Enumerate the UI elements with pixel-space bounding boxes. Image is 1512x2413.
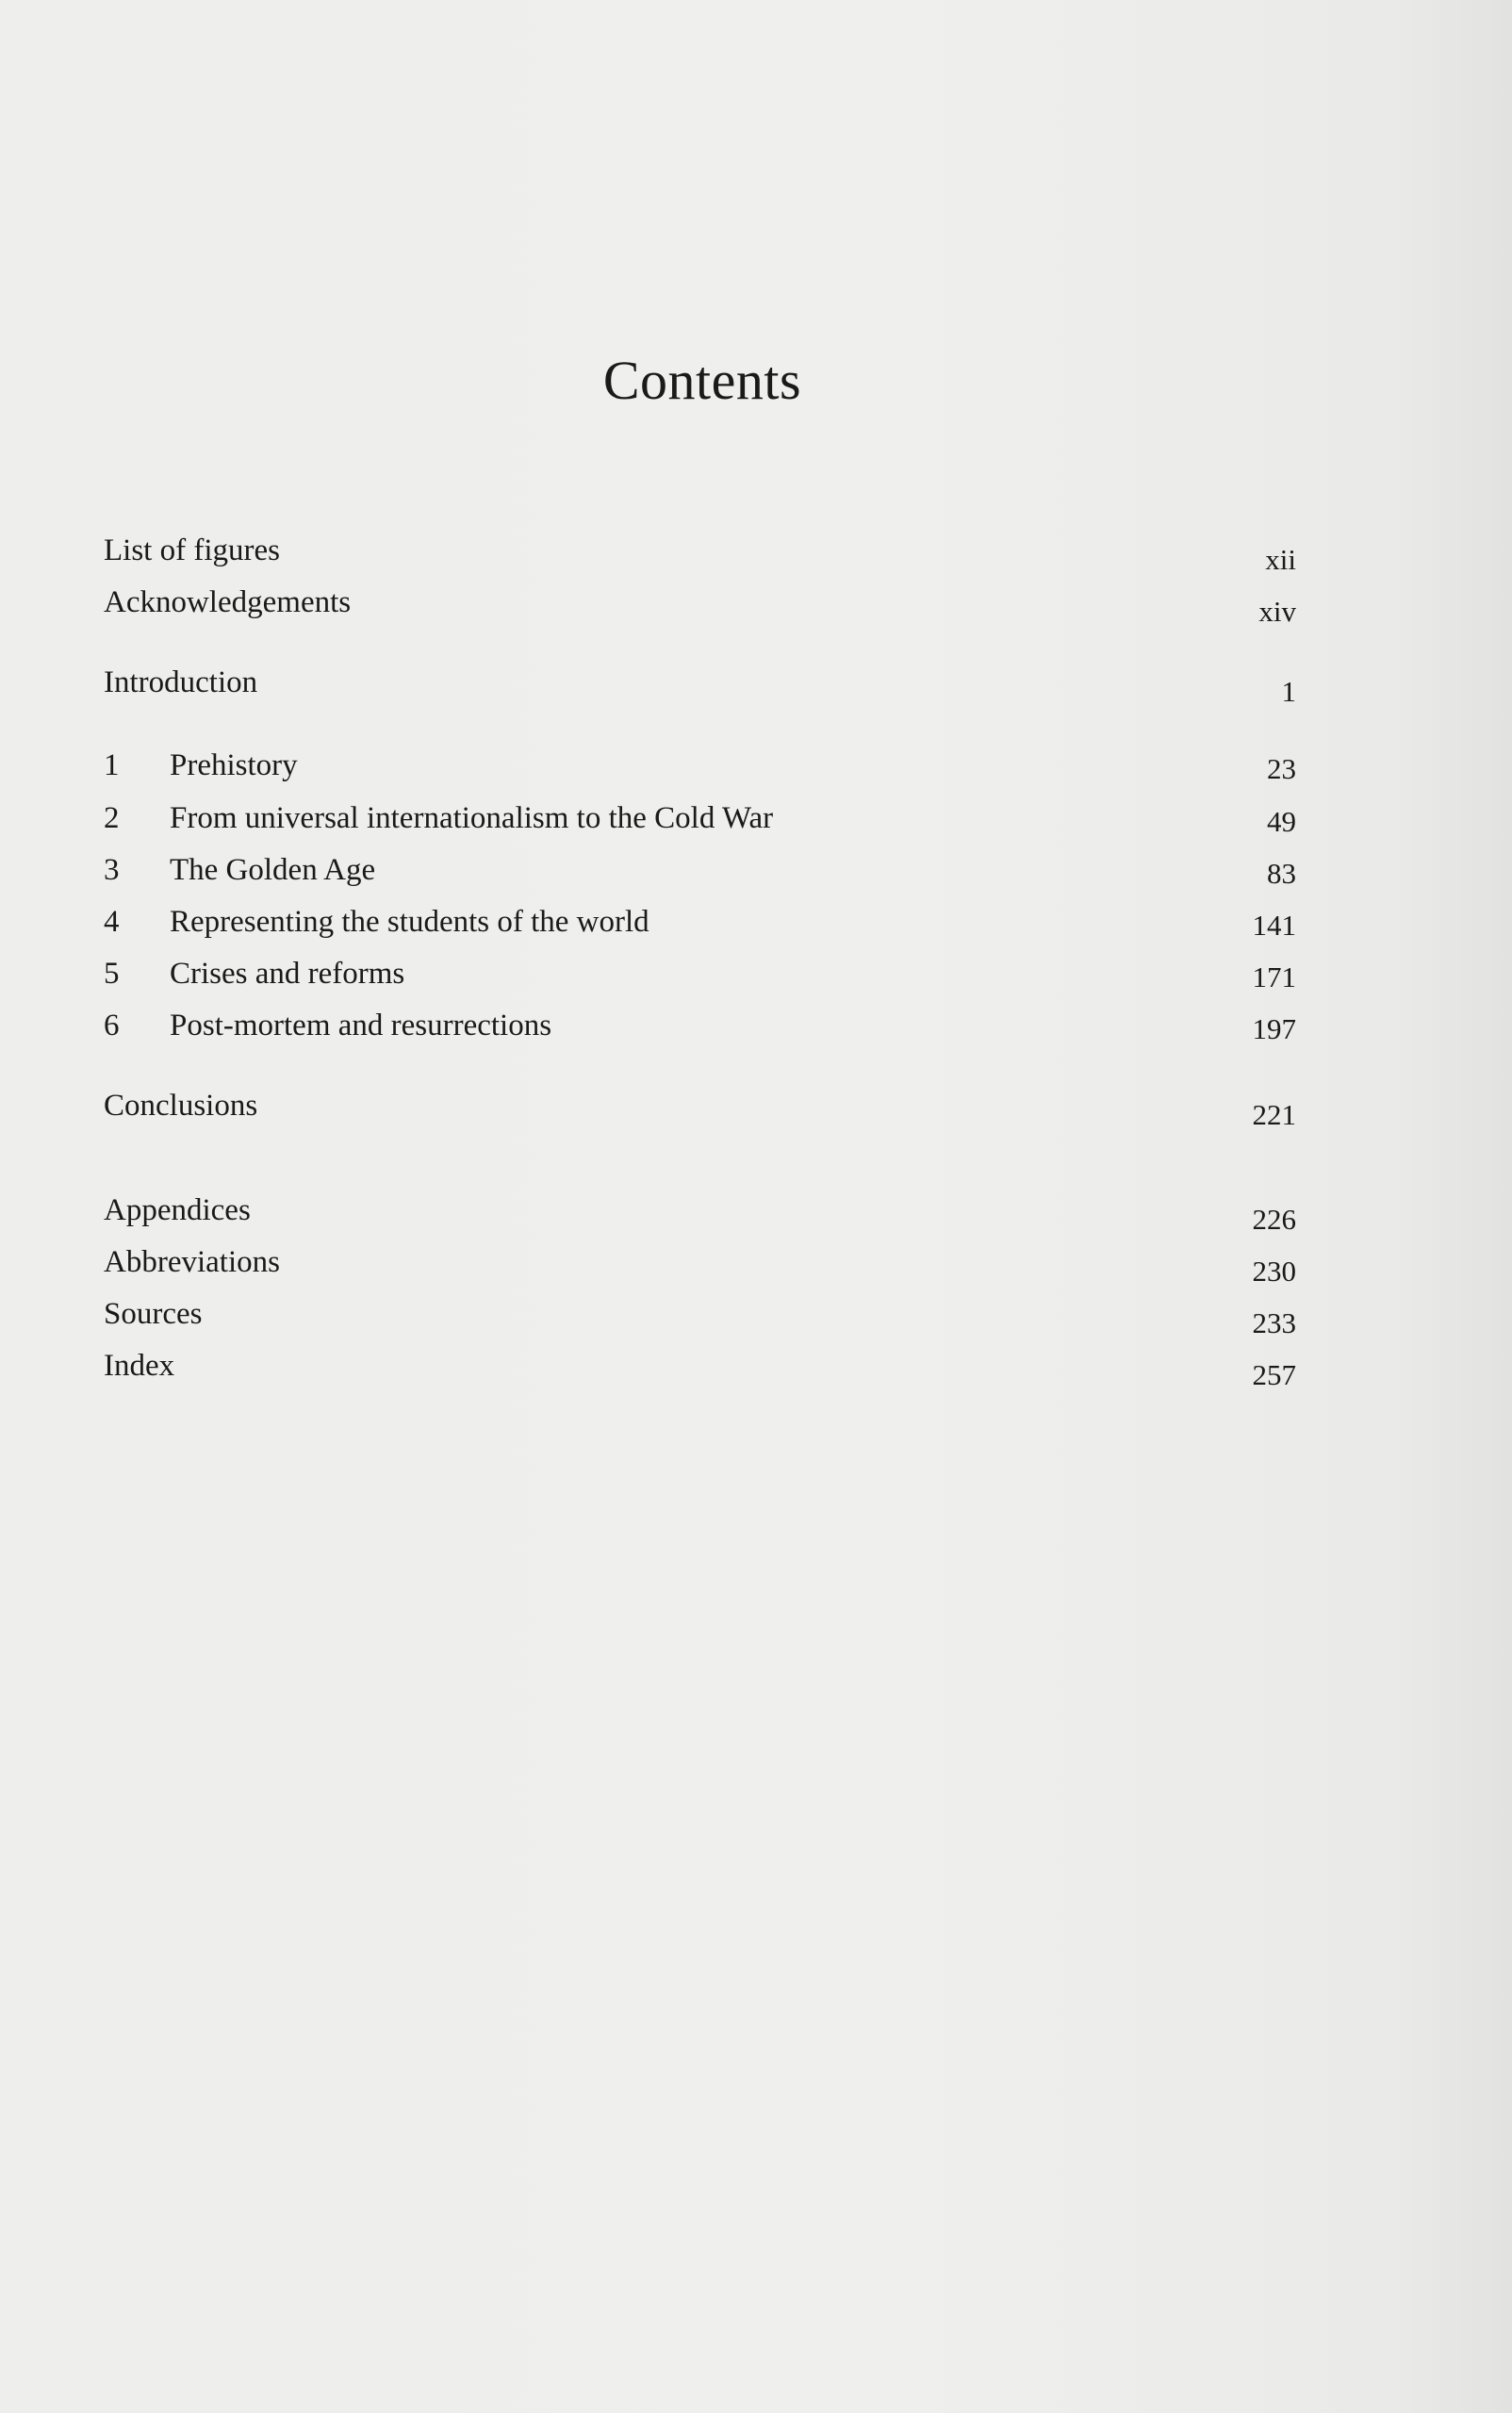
toc-entry-label: Conclusions	[104, 1089, 258, 1123]
chapter-title: From universal internationalism to the Cold War	[170, 801, 774, 835]
chapter-title: Post-mortem and resurrections	[170, 1009, 552, 1042]
chapter-title: The Golden Age	[170, 853, 376, 887]
toc-chapter-2	[104, 794, 1296, 843]
toc-entry-page: 221	[1252, 1098, 1296, 1131]
chapter-page: 23	[1267, 752, 1296, 785]
toc-entry-label: Abbreviations	[104, 1245, 280, 1279]
toc-chapter-6	[104, 1001, 1296, 1050]
toc-entry-page: 257	[1252, 1358, 1296, 1391]
chapter-page: 171	[1252, 960, 1296, 993]
toc-entry-appendices	[104, 1186, 1296, 1235]
toc-entry-label: Index	[104, 1349, 175, 1383]
toc-entry-page: 226	[1252, 1203, 1296, 1236]
page-title: Contents	[602, 350, 802, 411]
toc-entry-list-of-figures	[104, 526, 1296, 575]
toc-chapter-3	[104, 845, 1296, 895]
toc-entry-index	[104, 1341, 1296, 1390]
chapter-number: 6	[104, 1009, 120, 1042]
toc-chapter-5	[104, 949, 1296, 998]
toc-entry-acknowledgements	[104, 578, 1296, 627]
toc-entry-page: xii	[1265, 543, 1296, 576]
toc-entry-label: Introduction	[104, 665, 258, 699]
toc-entry-abbreviations	[104, 1238, 1296, 1287]
chapter-number: 4	[104, 905, 120, 939]
chapter-number: 5	[104, 957, 120, 991]
chapter-page: 83	[1267, 857, 1296, 890]
chapter-number: 2	[104, 801, 120, 835]
chapter-title: Crises and reforms	[170, 957, 405, 991]
chapter-title: Prehistory	[170, 748, 298, 782]
toc-entry-label: Sources	[104, 1297, 203, 1331]
chapter-title: Representing the students of the world	[170, 905, 649, 939]
toc-chapter-4	[104, 897, 1296, 946]
toc-entry-sources	[104, 1289, 1296, 1338]
toc-entry-label: Acknowledgements	[104, 585, 352, 619]
toc-entry-label: Appendices	[104, 1193, 251, 1227]
toc-entry-page: 230	[1252, 1255, 1296, 1288]
chapter-page: 197	[1252, 1012, 1296, 1045]
toc-entry-page: 233	[1252, 1306, 1296, 1339]
toc-entry-introduction	[104, 658, 1296, 707]
chapter-page: 49	[1267, 805, 1296, 838]
toc-entry-label: List of figures	[104, 533, 280, 567]
toc-entry-page: 1	[1281, 675, 1296, 708]
toc-entry-conclusions	[104, 1081, 1296, 1130]
chapter-number: 1	[104, 748, 120, 782]
toc-chapter-1	[104, 741, 1296, 790]
chapter-number: 3	[104, 853, 120, 887]
toc-entry-page: xiv	[1258, 595, 1296, 628]
chapter-page: 141	[1252, 909, 1296, 942]
